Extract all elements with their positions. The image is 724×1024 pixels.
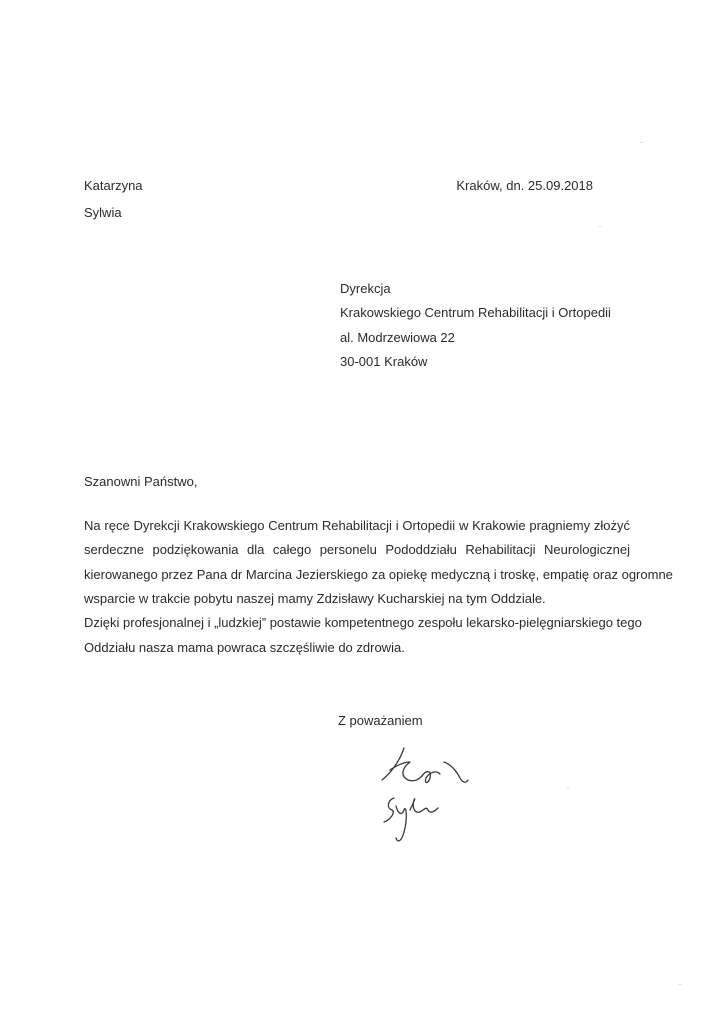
salutation: Szanowni Państwo, [84, 474, 198, 489]
recipient-line-2: Krakowskiego Centrum Rehabilitacji i Ortopedii [340, 305, 611, 320]
closing: Z poważaniem [338, 713, 423, 728]
sender-second-name: Sylwia [84, 205, 122, 220]
recipient-line-4: 30-001 Kraków [340, 354, 428, 369]
body-line-2: serdeczne podziękowania dla całego personelu Pododdziału Rehabilitacji Neurologicznej [84, 542, 630, 557]
signature-stroke-2 [390, 762, 422, 781]
recipient-line-1: Dyrekcja [340, 281, 391, 296]
signature-stroke-4 [444, 762, 468, 782]
body-line-5: Dzięki profesjonalnej i „ludzkiej” postawie kompetentnego zespołu lekarsko-pielęgniarskiego tego [84, 615, 642, 630]
recipient-line-3: al. Modrzewiowa 22 [340, 330, 455, 345]
body-line-1: Na ręce Dyrekcji Krakowskiego Centrum Rehabilitacji i Ortopedii w Krakowie pragniemy złożyć [84, 518, 630, 533]
body-line-6: Oddziału nasza mama powraca szczęśliwie do zdrowia. [84, 640, 405, 655]
body-line-3: kierowanego przez Pana dr Marcina Jezierskiego za opiekę medyczną i troskę, empatię oraz ogromne [84, 567, 673, 582]
scan-speck [640, 142, 644, 143]
signature-stroke-3 [422, 772, 440, 783]
place-and-date: Kraków, dn. 25.09.2018 [456, 178, 593, 193]
body-line-4: wsparcie w trakcie pobytu naszej mamy Zdzisławy Kucharskiej na tym Oddziale. [84, 591, 546, 606]
signature-stroke-6 [396, 806, 406, 841]
scan-speck [598, 226, 602, 227]
handwritten-signature [370, 740, 480, 850]
scan-speck [678, 984, 682, 985]
signature-stroke-5 [384, 798, 394, 822]
signature-stroke-7 [410, 799, 438, 813]
scan-speck [566, 788, 570, 789]
sender-first-name: Katarzyna [84, 178, 143, 193]
